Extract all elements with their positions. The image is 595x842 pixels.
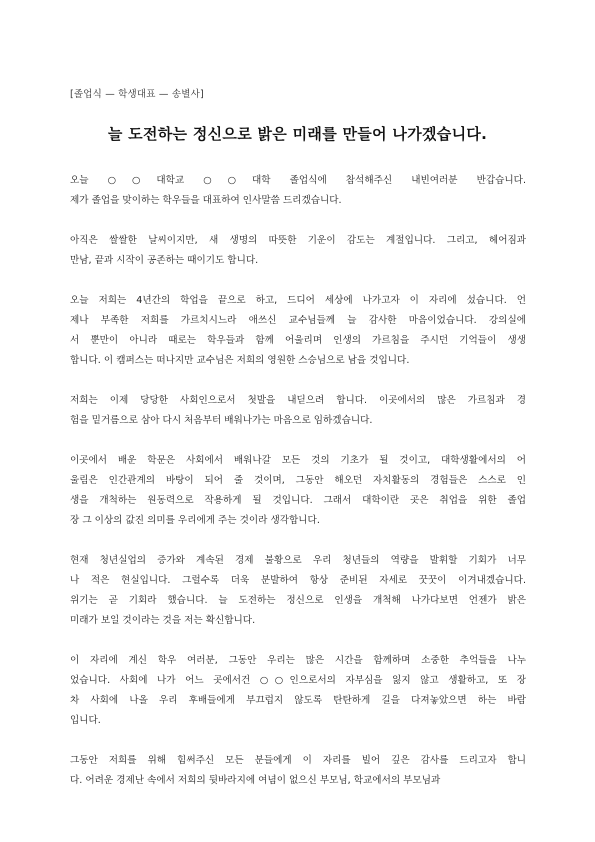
text-line: 울림은 인간관계의 바탕이 되어 줄 것이며, 그동안 해오던 자치활동의 경험들은 스스로 인 <box>70 475 526 486</box>
text-line: 미래가 보일 것이라는 것을 저는 확신합니다. <box>70 615 256 626</box>
text-line: 그동안 저희를 위해 힘써주신 모든 분들에게 이 자리를 빌어 깊은 감사를 드리고자 합니 <box>70 755 526 766</box>
paragraph <box>70 651 526 731</box>
text-line: 제가 졸업을 맞이하는 학우들을 대표하여 인사말씀 드리겠습니다. <box>70 195 342 206</box>
paragraph <box>70 391 526 431</box>
text-line: 었습니다. 사회에 나가 어느 곳에서건 ○○인으로서의 자부심을 잃지 않고 생활하고, 또 장 <box>70 675 526 686</box>
text-line: 나 적은 현실입니다. 그럴수록 더욱 분발하여 항상 준비된 자세로 꿋꿋이 이겨내겠습니다. <box>70 575 526 586</box>
text-line: 이곳에서 배운 학문은 사회에서 배워나갈 모든 것의 기초가 될 것이고, 대학생활에서의 어 <box>70 455 526 466</box>
text-line: 아직은 쌀쌀한 날씨이지만, 새 생명의 따뜻한 기운이 감도는 계절입니다. 그리고, 헤어짐과 <box>70 235 526 246</box>
text-line: 장 그 이상의 값진 의미를 우리에게 주는 것이라 생각합니다. <box>70 515 320 526</box>
text-line: 다. 어려운 경제난 속에서 저희의 뒷바라지에 여념이 없으신 부모님, 학교에서의 부모님과 <box>70 775 441 786</box>
text-line: 제나 부족한 저희를 가르치시느라 애쓰신 교수님들께 늘 감사한 마음이었습니다. 강의실에 <box>70 315 526 326</box>
paragraph <box>70 231 526 271</box>
paragraph <box>70 171 526 211</box>
document-title: 늘 도전하는 정신으로 밝은 미래를 만들어 나가겠습니다. <box>107 125 488 143</box>
paragraph <box>70 291 526 371</box>
paragraph <box>70 751 526 791</box>
body-text <box>70 171 526 811</box>
text-line: 저희는 이제 당당한 사회인으로서 첫발을 내딛으려 합니다. 이곳에서의 많은 가르침과 경 <box>70 395 526 406</box>
text-line: 오늘 ○○대학교 ○○대학 졸업식에 참석해주신 내빈여러분 반갑습니다. <box>70 175 526 186</box>
text-line: 위기는 곧 기회라 했습니다. 늘 도전하는 정신으로 인생을 개척해 나가다보면 언젠가 밝은 <box>70 595 526 606</box>
text-line: 현재 청년실업의 증가와 계속된 경제 불황으로 우리 청년들의 역량을 발휘할 기회가 너무 <box>70 555 526 566</box>
text-line: 오늘 저희는 4년간의 학업을 끝으로 하고, 드디어 세상에 나가고자 이 자리에 섰습니다. 언 <box>70 295 526 306</box>
text-line: 입니다. <box>70 715 101 726</box>
paragraph <box>70 551 526 631</box>
text-line: 차 사회에 나올 우리 후배들에게 부끄럽지 않도록 탄탄하게 길을 다져놓았으면 하는 바람 <box>70 695 526 706</box>
text-line: 만남, 끝과 시작이 공존하는 때이기도 합니다. <box>70 255 259 266</box>
text-line: 이 자리에 계신 학우 여러분, 그동안 우리는 많은 시간을 함께하며 소중한 추억들을 나누 <box>70 655 526 666</box>
text-line: 서 뿐만이 아니라 때로는 학우들과 함께 어울리며 인생의 가르침을 주시던 기억들이 생생 <box>70 335 526 346</box>
text-line: 생을 개척하는 원동력으로 작용하게 될 것입니다. 그래서 대학이란 곳은 취업을 위한 졸업 <box>70 495 526 506</box>
paragraph <box>70 451 526 531</box>
text-line: 험을 밑거름으로 삼아 다시 처음부터 배워나가는 마음으로 임하겠습니다. <box>70 415 373 426</box>
text-line: 합니다. 이 캠퍼스는 떠나지만 교수님은 저희의 영원한 스승님으로 남을 것입니다. <box>70 355 410 366</box>
header-tag: [졸업식 — 학생대표 — 송별사] <box>70 89 204 100</box>
